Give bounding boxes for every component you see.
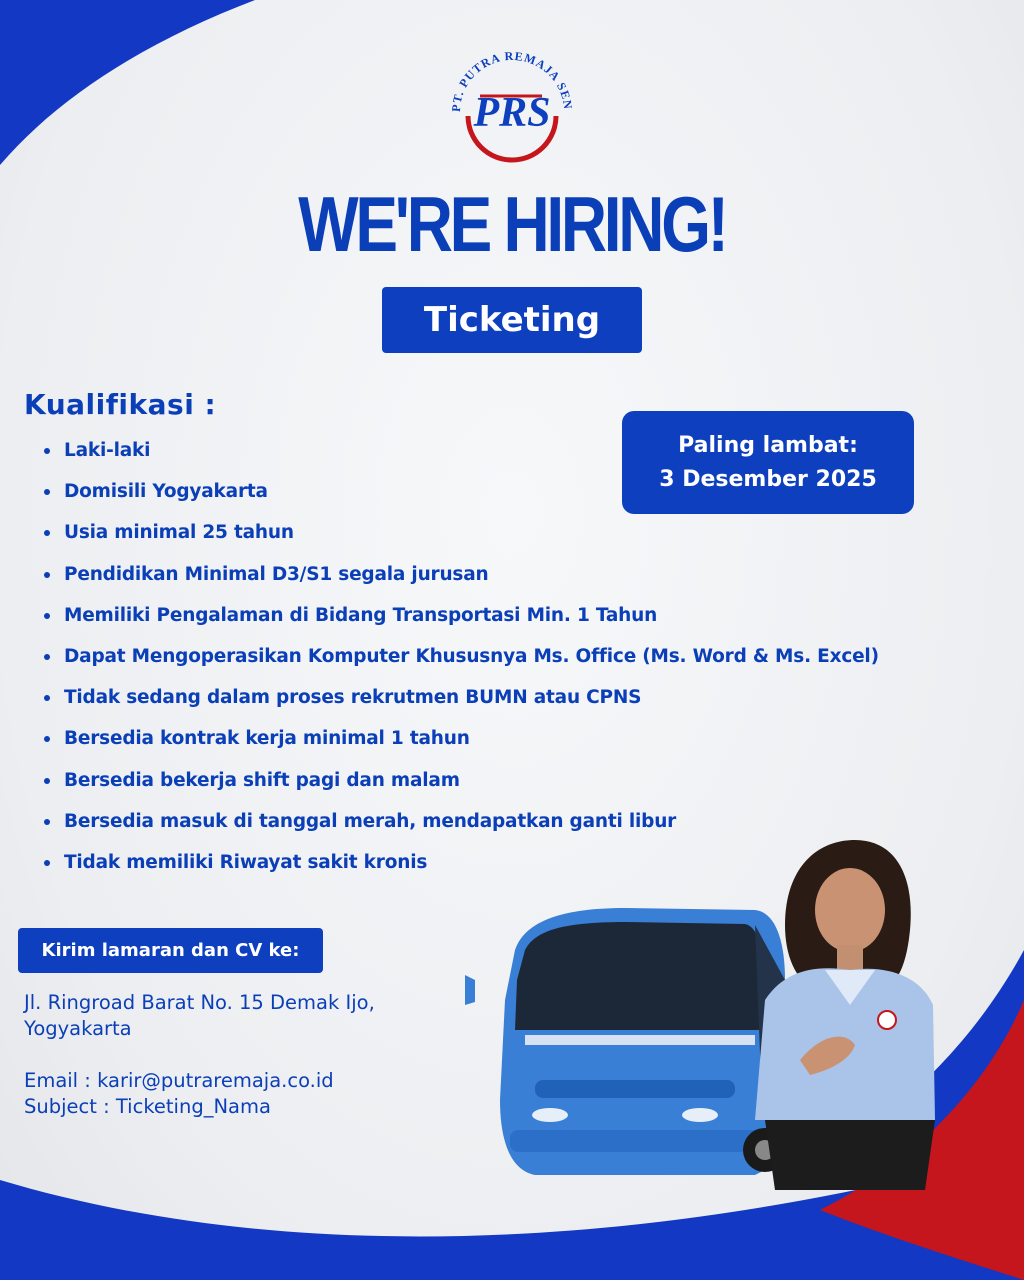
send-application-badge: Kirim lamaran dan CV ke: [18,928,323,973]
qualification-item: Laki-laki [24,434,879,475]
qualification-item: Memiliki Pengalaman di Bidang Transportasi Min. 1 Tahun [24,599,879,640]
qualification-item: Pendidikan Minimal D3/S1 segala jurusan [24,558,879,599]
qualification-item: Bersedia kontrak kerja minimal 1 tahun [24,722,879,763]
logo-monogram: PRS [473,90,551,136]
bus-and-staff-illustration [455,830,935,1190]
qualification-item: Tidak sedang dalam proses rekrutmen BUMN atau CPNS [24,681,879,722]
qualification-item: Bersedia masuk di tanggal merah, mendapatkan ganti libur [24,805,879,846]
deadline-box [622,411,914,514]
position-badge: Ticketing [382,287,642,353]
qualifications-title: Kualifikasi : [24,388,217,421]
company-logo [446,48,578,170]
hiring-headline: WE'RE HIRING! [298,180,726,268]
email-text: Email : karir@putraremaja.co.id [24,1069,334,1092]
logo-company-name: PT. PUTRA REMAJA SEN [448,48,576,113]
top-left-blue-curve [0,0,255,165]
address-line-2: Yogyakarta [24,1017,132,1040]
deadline-date: 3 Desember 2025 [659,466,877,492]
qualification-item: Usia minimal 25 tahun [24,516,879,557]
qualification-item: Tidak memiliki Riwayat sakit kronis [24,846,879,887]
deadline-label: Paling lambat: [678,432,858,458]
qualification-item: Bersedia bekerja shift pagi dan malam [24,764,879,805]
qualification-item: Domisili Yogyakarta [24,475,879,516]
contact-info [24,990,375,1120]
qualification-item: Dapat Mengoperasikan Komputer Khususnya Ms. Office (Ms. Word & Ms. Excel) [24,640,879,681]
address-line-1: Jl. Ringroad Barat No. 15 Demak Ijo, [24,991,375,1014]
email-subject-text: Subject : Ticketing_Nama [24,1095,271,1118]
staff-person-image [755,840,935,1190]
